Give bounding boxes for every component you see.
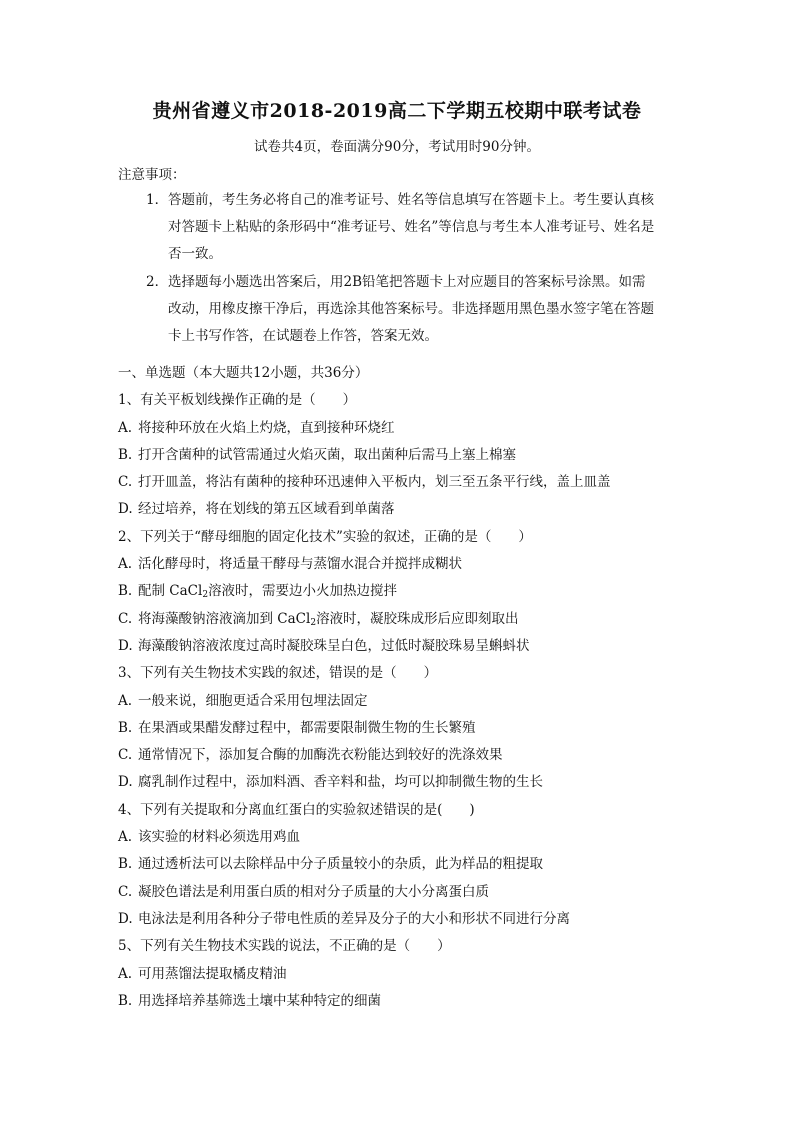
option-text: 可用蒸馏法提取橘皮精油 xyxy=(138,965,287,982)
option-c xyxy=(118,879,718,906)
option-d xyxy=(118,496,718,523)
option-text: 电泳法是利用各种分子带电性质的差异及分子的大小和形状不同进行分离 xyxy=(138,910,570,927)
notice-heading: 注意事项： xyxy=(118,167,186,183)
question-section xyxy=(118,360,718,1015)
option-letter: B. xyxy=(118,719,133,736)
notice-line: 否一致。 xyxy=(168,246,222,262)
option-text: 活化酵母时，将适量干酵母与蒸馏水混合并搅拌成糊状 xyxy=(138,556,462,573)
option-a xyxy=(118,824,718,851)
option-d xyxy=(118,906,718,933)
option-letter: A. xyxy=(118,965,133,982)
option-letter: A. xyxy=(118,829,133,846)
option-text: 经过培养，将在划线的第五区域看到单菌落 xyxy=(138,501,395,518)
option-text: 打开皿盖，将沾有菌种的接种环迅速伸入平板内，划三至五条平行线，盖上皿盖 xyxy=(138,474,611,491)
option-b xyxy=(118,578,718,605)
option-a xyxy=(118,415,718,442)
notice-item-2 xyxy=(146,269,676,350)
subscript: 2 xyxy=(310,617,317,628)
notice-text: 选择题每小题选出答案后，用2B铅笔把答题卡上对应题目的答案标号涂黑。如需 xyxy=(168,274,646,290)
notice-number: 1． xyxy=(146,192,169,208)
option-letter: A. xyxy=(118,419,133,436)
notice-text: 答题前，考生务必将自己的准考证号、姓名等信息填写在答题卡上。考生要认真核 xyxy=(168,192,654,208)
option-letter: B. xyxy=(118,446,133,463)
option-letter: C. xyxy=(118,747,133,764)
notice-line xyxy=(146,187,676,214)
option-letter: C. xyxy=(118,474,133,491)
option-text-post: 溶液时，凝胶珠成形后应即刻取出 xyxy=(316,610,519,627)
option-text: 在果酒或果醋发酵过程中，都需要限制微生物的生长繁殖 xyxy=(138,719,476,736)
exam-subtitle: 试卷共4页，卷面满分90分，考试用时90分钟。 xyxy=(254,139,540,155)
option-letter: D. xyxy=(118,774,133,791)
option-letter: B. xyxy=(118,583,133,600)
option-c xyxy=(118,469,718,496)
notice-line: 卡上书写作答，在试题卷上作答，答案无效。 xyxy=(168,328,438,344)
option-d xyxy=(118,769,718,796)
option-a xyxy=(118,961,718,988)
option-letter: D. xyxy=(118,910,133,927)
notice-item-1 xyxy=(146,187,676,268)
section-heading: 一、单选题（本大题共12小题，共36分） xyxy=(118,365,369,381)
option-b xyxy=(118,715,718,742)
option-text: 凝胶色谱法是利用蛋白质的相对分子质量的大小分离蛋白质 xyxy=(138,883,489,900)
option-text: 一般来说，细胞更适合采用包埋法固定 xyxy=(138,692,368,709)
option-a xyxy=(118,688,718,715)
option-letter: D. xyxy=(118,501,133,518)
option-letter: B. xyxy=(118,992,133,1009)
option-text: 海藻酸钠溶液浓度过高时凝胶珠呈白色，过低时凝胶珠易呈蝌蚪状 xyxy=(138,637,530,654)
option-text-pre: 将海藻酸钠溶液滴加到 CaCl xyxy=(138,610,311,627)
option-b xyxy=(118,988,718,1015)
page-title: 贵州省遵义市2018-2019高二下学期五校期中联考试卷 xyxy=(152,100,642,122)
option-text: 将接种环放在火焰上灼烧，直到接种环烧红 xyxy=(138,419,395,436)
option-text: 用选择培养基筛选土壤中某种特定的细菌 xyxy=(138,992,381,1009)
question-stem: 4、下列有关提取和分离血红蛋白的实验叙述错误的是( ) xyxy=(118,801,475,818)
option-text-post: 溶液时，需要边小火加热边搅拌 xyxy=(208,583,398,600)
option-letter: D. xyxy=(118,637,133,654)
option-letter: A. xyxy=(118,556,133,573)
option-c xyxy=(118,606,718,633)
option-text: 腐乳制作过程中，添加料酒、香辛料和盐，均可以抑制微生物的生长 xyxy=(138,774,543,791)
question-stem: 1、有关平板划线操作正确的是（ ） xyxy=(118,392,357,409)
option-c xyxy=(118,742,718,769)
option-b xyxy=(118,851,718,878)
option-letter: B. xyxy=(118,856,133,873)
subscript: 2 xyxy=(202,590,209,601)
option-b xyxy=(118,442,718,469)
option-letter: C. xyxy=(118,883,133,900)
option-a xyxy=(118,551,718,578)
notice-number: 2． xyxy=(146,274,169,290)
option-d xyxy=(118,633,718,660)
option-letter: C. xyxy=(118,610,133,627)
notice-line xyxy=(146,269,676,296)
option-text: 通常情况下，添加复合酶的加酶洗衣粉能达到较好的洗涤效果 xyxy=(138,747,503,764)
option-letter: A. xyxy=(118,692,133,709)
option-text: 打开含菌种的试管需通过火焰灭菌，取出菌种后需马上塞上棉塞 xyxy=(138,446,516,463)
option-text-pre: 配制 CaCl xyxy=(138,583,203,600)
notice-line: 改动，用橡皮擦干净后，再选涂其他答案标号。非选择题用黑色墨水签字笔在答题 xyxy=(168,301,654,317)
option-text: 该实验的材料必须选用鸡血 xyxy=(138,829,300,846)
option-text: 通过透析法可以去除样品中分子质量较小的杂质，此为样品的粗提取 xyxy=(138,856,543,873)
question-stem: 5、下列有关生物技术实践的说法，不正确的是（ ） xyxy=(118,938,451,955)
notice-line: 对答题卡上粘贴的条形码中“准考证号、姓名”等信息与考生本人准考证号、姓名是 xyxy=(168,219,655,235)
question-stem: 3、下列有关生物技术实践的叙述，错误的是（ ） xyxy=(118,665,438,682)
question-stem: 2、下列关于“酵母细胞的固定化技术”实验的叙述，正确的是（ ） xyxy=(118,528,532,545)
